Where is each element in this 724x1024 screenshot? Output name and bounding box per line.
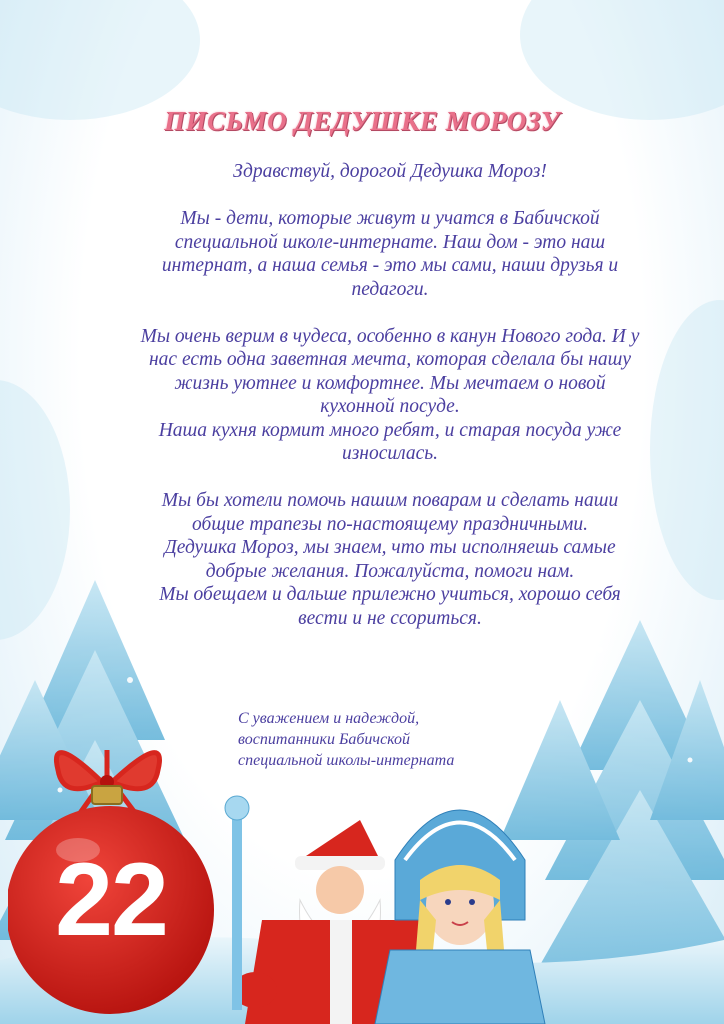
snegurochka-icon — [375, 810, 545, 1024]
text-line: общие трапезы по-настоящему праздничными. — [192, 513, 588, 535]
signature — [238, 708, 454, 771]
text-line: педагоги. — [351, 278, 429, 300]
text-line: Мы обещаем и дальше прилежно учиться, хорошо себя — [159, 584, 621, 605]
signature-line: воспитанники Бабичской — [238, 731, 411, 748]
paragraph-2 — [100, 325, 680, 466]
text-line: Дедушка Мороз, мы знаем, что ты исполняешь самые — [164, 537, 616, 558]
text-line: нас есть одна заветная мечта, которая сделала бы нашу — [149, 349, 631, 370]
text-line: жизнь уютнее и комфортнее. Мы мечтаем о новой — [174, 372, 606, 394]
text-line: интернат, а наша семья - это мы сами, наши друзья и — [161, 255, 619, 276]
text-line: вести и не ссориться. — [298, 607, 482, 629]
text-line: износилась. — [341, 443, 439, 464]
letter-body — [100, 160, 680, 630]
text-line: кухонной посуде. — [320, 396, 460, 417]
signature-line: С уважением и надеждой, — [238, 710, 420, 727]
paragraph-3 — [100, 489, 680, 630]
page-title: ПИСЬМО ДЕДУШКЕ МОРОЗУ — [164, 106, 560, 136]
badge-number: 22 — [55, 842, 167, 958]
greeting: Здравствуй, дорогой Дедушка Мороз! — [233, 161, 547, 182]
frost-patch — [520, 0, 724, 120]
text-line: Мы - дети, которые живут и учатся в Бабичской — [180, 208, 600, 229]
frost-patch — [0, 0, 200, 120]
text-line: добрые желания. Пожалуйста, помоги нам. — [205, 560, 575, 582]
text-line: Мы бы хотели помочь нашим поварам и сделать наши — [161, 490, 619, 511]
text-line: Мы очень верим в чудеса, особенно в канун Нового года. И у — [140, 325, 640, 347]
text-line: специальной школе-интернате. Наш дом - это наш — [174, 231, 606, 253]
signature-line: специальной школы-интерната — [238, 752, 455, 769]
right-tree-icon — [500, 620, 724, 1000]
text-line: Наша кухня кормит много ребят, и старая посуда уже — [158, 419, 622, 441]
paragraph-1 — [100, 207, 680, 301]
